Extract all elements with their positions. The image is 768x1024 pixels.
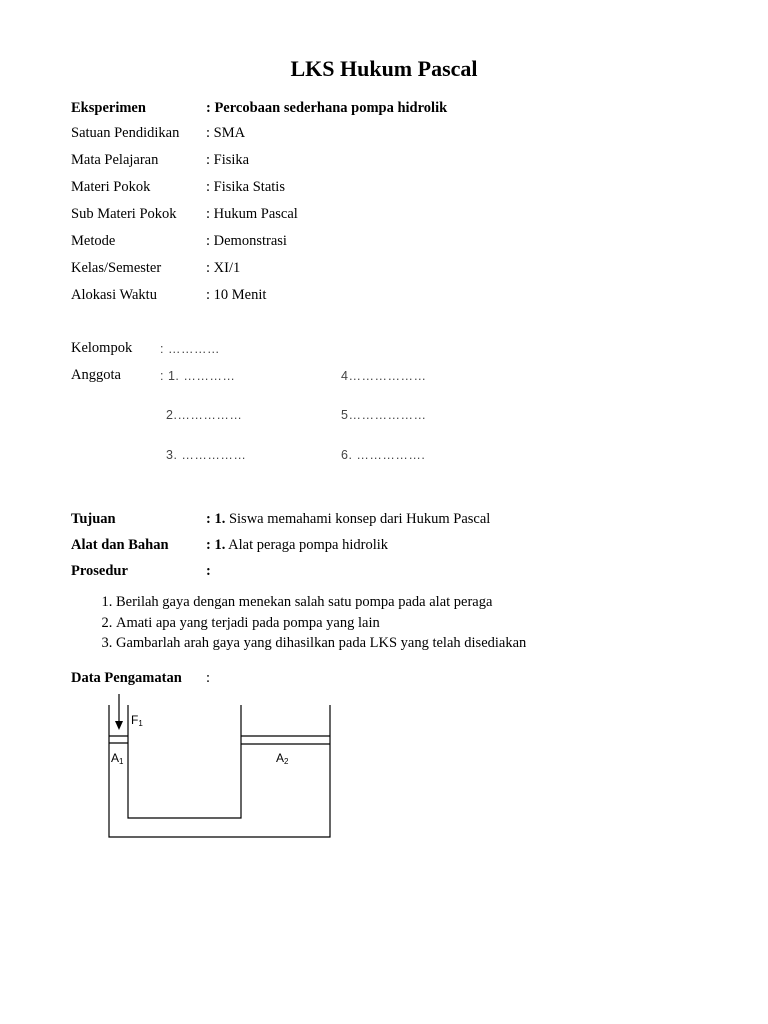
- member-4: 4………………: [341, 369, 427, 383]
- tujuan-number: : 1.: [206, 511, 226, 527]
- info-label-satuan: Satuan Pendidikan: [71, 125, 180, 141]
- alat-label: Alat dan Bahan: [71, 537, 169, 553]
- step-1: 1. Berilah gaya dengan menekan salah satu pompa pada alat peraga: [116, 592, 526, 613]
- page-title: LKS Hukum Pascal: [290, 56, 478, 81]
- info-value-alokasi: : 10 Menit: [206, 287, 267, 303]
- label-a2: A2: [276, 751, 289, 766]
- anggota-label: Anggota: [71, 367, 121, 383]
- tujuan-label: Tujuan: [71, 511, 116, 527]
- info-label-submateri: Sub Materi Pokok: [71, 206, 177, 222]
- info-label-metode: Metode: [71, 233, 116, 249]
- kelompok-label: Kelompok: [71, 340, 133, 356]
- member-6: 6. …………….: [341, 448, 426, 462]
- prosedur-label: Prosedur: [71, 563, 128, 579]
- prosedur-colon: :: [206, 563, 211, 579]
- member-2: 2.……………: [166, 408, 243, 422]
- member-5: 5………………: [341, 408, 427, 422]
- info-label-materi: Materi Pokok: [71, 179, 151, 195]
- info-label-mapel: Mata Pelajaran: [71, 152, 159, 168]
- kelompok-value: : …………: [160, 342, 220, 356]
- info-label-alokasi: Alokasi Waktu: [71, 287, 157, 303]
- step-3: 3. Gambarlah arah gaya yang dihasilkan pada LKS yang telah disediakan: [116, 633, 526, 654]
- force-arrow-head: [115, 721, 123, 730]
- info-value-satuan: : SMA: [206, 125, 246, 141]
- data-pengamatan-label: Data Pengamatan: [71, 670, 182, 686]
- info-value-mapel: : Fisika: [206, 152, 250, 168]
- member-1: : 1. …………: [160, 369, 236, 383]
- step-2: 2. Amati apa yang terjadi pada pompa yang lain: [116, 613, 526, 634]
- alat-text: Alat peraga pompa hidrolik: [225, 537, 389, 553]
- label-a1: A1: [111, 751, 124, 766]
- info-label-kelas: Kelas/Semester: [71, 260, 162, 276]
- info-value-metode: : Demonstrasi: [206, 233, 287, 249]
- info-value-submateri: : Hukum Pascal: [206, 206, 298, 222]
- alat-number: : 1.: [206, 537, 226, 553]
- tujuan-text: Siswa memahami konsep dari Hukum Pascal: [225, 511, 491, 527]
- data-pengamatan-colon: :: [206, 670, 211, 686]
- label-f1: F1: [131, 713, 143, 728]
- info-value-materi: : Fisika Statis: [206, 179, 285, 195]
- vessel-inner: [128, 705, 241, 818]
- info-value-eksperimen: : Percobaan sederhana pompa hidrolik: [206, 100, 448, 116]
- info-label-eksperimen: Eksperimen: [71, 100, 146, 116]
- info-value-kelas: : XI/1: [206, 260, 241, 276]
- member-3: 3. ……………: [166, 448, 247, 462]
